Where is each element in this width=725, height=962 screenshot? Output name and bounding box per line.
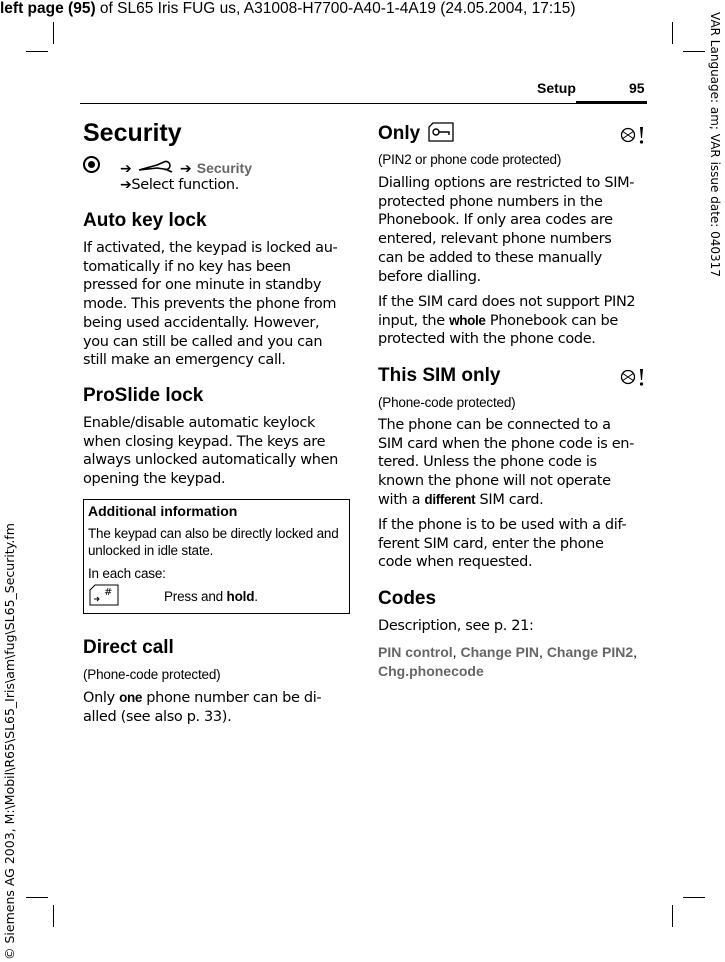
print-header-bold: left page (95)	[0, 0, 96, 17]
text-line: If activated, the keypad is locked au-	[83, 240, 338, 256]
text-line: always unlocked automatically when	[83, 452, 338, 469]
press-text: Press and	[164, 589, 227, 604]
text-line: pressed for one minute in standby	[83, 277, 322, 294]
text-line: Dialling options are restricted to SIM-	[378, 175, 635, 191]
text-line: ferent SIM card, enter the phone	[378, 535, 604, 552]
sim-only-text-2	[378, 516, 644, 572]
text-line: Enable/disable automatic keylock	[83, 415, 316, 431]
text-line: entered, relevant phone numbers	[378, 231, 612, 248]
text-line: can be added to these manually	[378, 249, 602, 266]
text-line: alled (see also p. 33).	[83, 708, 232, 725]
select-function-text: Select function.	[131, 177, 239, 193]
press-bold: hold	[226, 589, 255, 604]
text-line: SIM card when the phone code is en-	[378, 435, 635, 452]
print-header-rest: of SL65 Iris FUG us, A31008-H7700-A40-1-4A19 (24.05.2004, 17:15)	[95, 0, 576, 17]
info-box-title: Additional information	[88, 503, 238, 519]
heading-this-sim-only: This SIM only	[378, 365, 501, 386]
only-text	[378, 174, 644, 286]
text-line: protected phone numbers in the	[378, 193, 603, 210]
arrow-icon: ➔	[179, 161, 192, 177]
page-number: 95	[629, 80, 645, 96]
heading-auto-key-lock: Auto key lock	[83, 210, 207, 231]
heading-only	[378, 122, 454, 145]
network-dependent-icon	[620, 125, 646, 145]
menu-path	[120, 158, 252, 177]
text-line: tered. Unless the phone code is	[378, 454, 597, 471]
heading-codes: Codes	[378, 588, 437, 609]
wrench-icon	[137, 160, 175, 174]
only-note: (PIN2 or phone code protected)	[378, 152, 562, 167]
text-line: still make an emergency call.	[83, 352, 286, 369]
menu-item-change-pin2: Change PIN2	[546, 644, 634, 660]
text-line: protected with the phone code.	[378, 331, 596, 348]
text-line: The phone can be connected to a	[378, 417, 611, 433]
menu-item-chg-phonecode: Chg.phonecode	[378, 663, 484, 679]
hash-key-label: #	[104, 587, 113, 598]
header-rule-tab	[576, 101, 647, 104]
text-line: when closing keypad. The keys are	[83, 433, 326, 450]
print-header	[0, 0, 576, 18]
text-line: mode. This prevents the phone from	[83, 296, 337, 313]
text-line: code when requested.	[378, 554, 533, 571]
text-line: input, the whole Phonebook can be	[378, 312, 618, 329]
text-line: with a different SIM card.	[378, 491, 544, 508]
navigation-key-icon	[83, 156, 100, 173]
auto-key-lock-text	[83, 239, 349, 370]
text-line: you can still be called and you can	[83, 333, 323, 350]
text-line: before dialling.	[378, 268, 481, 285]
only-text-2	[378, 293, 644, 349]
network-dependent-icon	[620, 367, 646, 387]
page-title: Security	[83, 119, 182, 147]
select-function	[120, 176, 239, 195]
text-line: Only one phone number can be di-	[83, 690, 322, 706]
text-line: known the phone will not operate	[378, 473, 611, 490]
text-line: opening the keypad.	[83, 471, 226, 488]
text-line: If the SIM card does not support PIN2	[378, 294, 636, 310]
text-line: tomatically if no key has been	[83, 258, 291, 275]
direct-call-note: (Phone-code protected)	[83, 667, 221, 682]
menu-item-pin-control: PIN control	[378, 644, 453, 660]
heading-proslide-lock: ProSlide lock	[83, 385, 204, 406]
side-copyright-path: © Siemens AG 2003, M:\Mobil\R65\SL65_Iris\am\fug\SL65_Security.fm	[2, 523, 17, 960]
codes-description: Description, see p. 21:	[378, 618, 534, 634]
text-line: If the phone is to be used with a dif-	[378, 517, 627, 533]
text-line: Phonebook. If only area codes are	[378, 212, 613, 229]
side-language-note: VAR Language: am; VAR issue date: 040317	[708, 12, 722, 277]
menu-item-change-pin: Change PIN	[460, 644, 540, 660]
key-icon	[428, 122, 454, 142]
press-and-hold	[164, 589, 258, 604]
menu-item-security: Security	[196, 160, 252, 176]
running-header-section: Setup	[537, 80, 576, 96]
hash-key-icon	[89, 584, 119, 606]
heading-only-text: Only	[378, 123, 421, 144]
info-box-line: In each case:	[88, 566, 166, 581]
arrow-icon: ➔	[120, 161, 132, 177]
info-box-line: The keypad can also be directly locked and	[88, 526, 339, 541]
proslide-text	[83, 414, 349, 489]
additional-info-box	[83, 499, 350, 614]
info-box-line: unlocked in idle state.	[88, 543, 214, 558]
direct-call-text	[83, 689, 321, 726]
sim-only-text	[378, 416, 644, 510]
codes-menu-items: PIN control, Change PIN, Change PIN2,	[378, 644, 638, 660]
arrow-icon: ➔	[120, 177, 132, 193]
press-end: .	[254, 589, 258, 604]
heading-direct-call: Direct call	[83, 637, 174, 658]
header-rule	[80, 103, 647, 104]
text-line: being used accidentally. However,	[83, 314, 320, 331]
codes-menu-items-2	[378, 661, 484, 680]
sim-only-note: (Phone-code protected)	[378, 395, 516, 410]
